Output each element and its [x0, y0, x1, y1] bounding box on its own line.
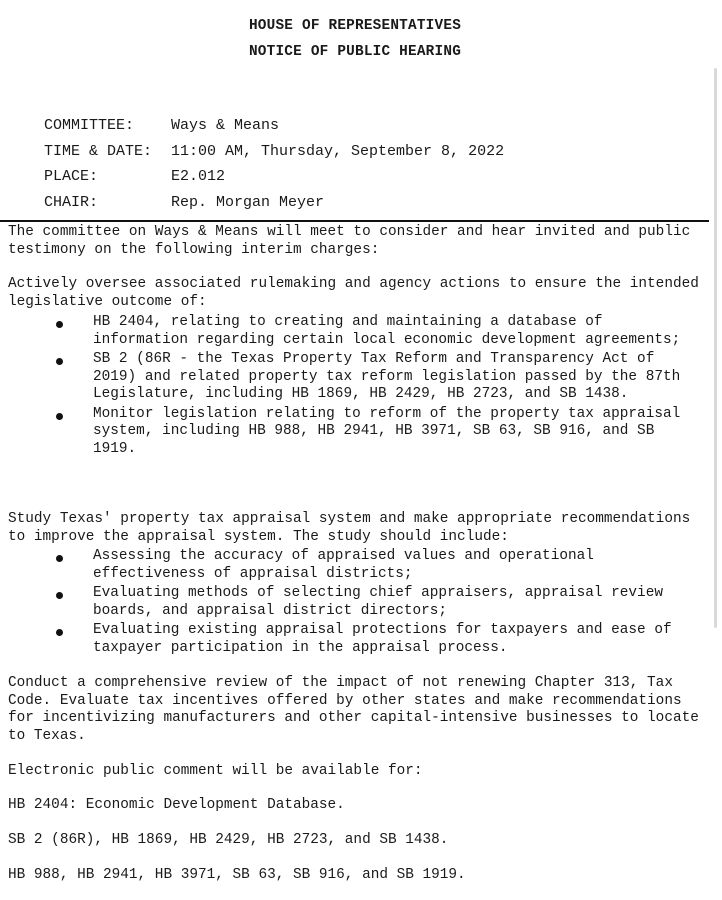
- committee-label: COMMITTEE:: [44, 117, 135, 134]
- time-date-value: 11:00 AM, Thursday, September 8, 2022: [171, 143, 505, 160]
- comment-line-hb2404: HB 2404: Economic Development Database.: [8, 797, 345, 813]
- bullet-icon: [56, 592, 63, 599]
- bullet-icon: [56, 629, 63, 636]
- notice-title-house: HOUSE OF REPRESENTATIVES: [248, 18, 462, 34]
- charge3-paragraph: Conduct a comprehensive review of the impact of not renewing Chapter 313, Tax Code. Evaluate tax incentives offered by other states and make recommendations for incentivizing manufacturers and other capital-intensive businesses to locate to Texas.: [8, 675, 699, 744]
- chair-label: CHAIR:: [44, 194, 99, 211]
- bullet-icon: [56, 413, 63, 420]
- comment-line-hb988: HB 988, HB 2941, HB 3971, SB 63, SB 916, and SB 1919.: [8, 867, 466, 883]
- place-label: PLACE:: [44, 168, 99, 185]
- place-value: E2.012: [171, 168, 226, 185]
- bullet-icon: [56, 321, 63, 328]
- charge2-item: Evaluating methods of selecting chief appraisers, appraisal review boards, and appraisal district directors;: [0, 585, 703, 620]
- intro-paragraph: The committee on Ways & Means will meet to consider and hear invited and public testimony on the following interim charges:: [8, 224, 691, 258]
- scrollbar[interactable]: [714, 68, 717, 628]
- charge1-list: [0, 314, 710, 460]
- section-divider: [0, 220, 709, 222]
- charge2-item: Assessing the accuracy of appraised values and operational effectiveness of appraisal districts;: [0, 548, 703, 583]
- bullet-icon: [56, 358, 63, 365]
- charge1-item: Monitor legislation relating to reform of the property tax appraisal system, including HB 988, HB 2941, HB 3971, SB 63, SB 916, and SB 1919.: [0, 406, 703, 459]
- bullet-icon: [56, 555, 63, 562]
- charge2-item: Evaluating existing appraisal protections for taxpayers and ease of taxpayer participation in the appraisal process.: [0, 622, 703, 657]
- notice-title-hearing: NOTICE OF PUBLIC HEARING: [248, 44, 462, 60]
- charge2-intro: Study Texas' property tax appraisal system and make appropriate recommendations to improve the appraisal system. The study should include:: [8, 511, 691, 545]
- charge2-list: [0, 548, 710, 659]
- charge1-item: HB 2404, relating to creating and maintaining a database of information regarding certain local economic development agreements;: [0, 314, 703, 349]
- comment-line-sb2: SB 2 (86R), HB 1869, HB 2429, HB 2723, and SB 1438.: [8, 832, 449, 848]
- charge1-item: SB 2 (86R - the Texas Property Tax Reform and Transparency Act of 2019) and related property tax reform legislation passed by the 87th Legislature, including HB 1869, HB 2429, HB 2723, and SB 1438.: [0, 351, 703, 404]
- time-date-label: TIME & DATE:: [44, 143, 153, 160]
- chair-value: Rep. Morgan Meyer: [171, 194, 325, 211]
- committee-value: Ways & Means: [171, 117, 280, 134]
- charge1-intro: Actively oversee associated rulemaking and agency actions to ensure the intended legislative outcome of:: [8, 276, 699, 310]
- comment-intro: Electronic public comment will be available for:: [8, 763, 423, 779]
